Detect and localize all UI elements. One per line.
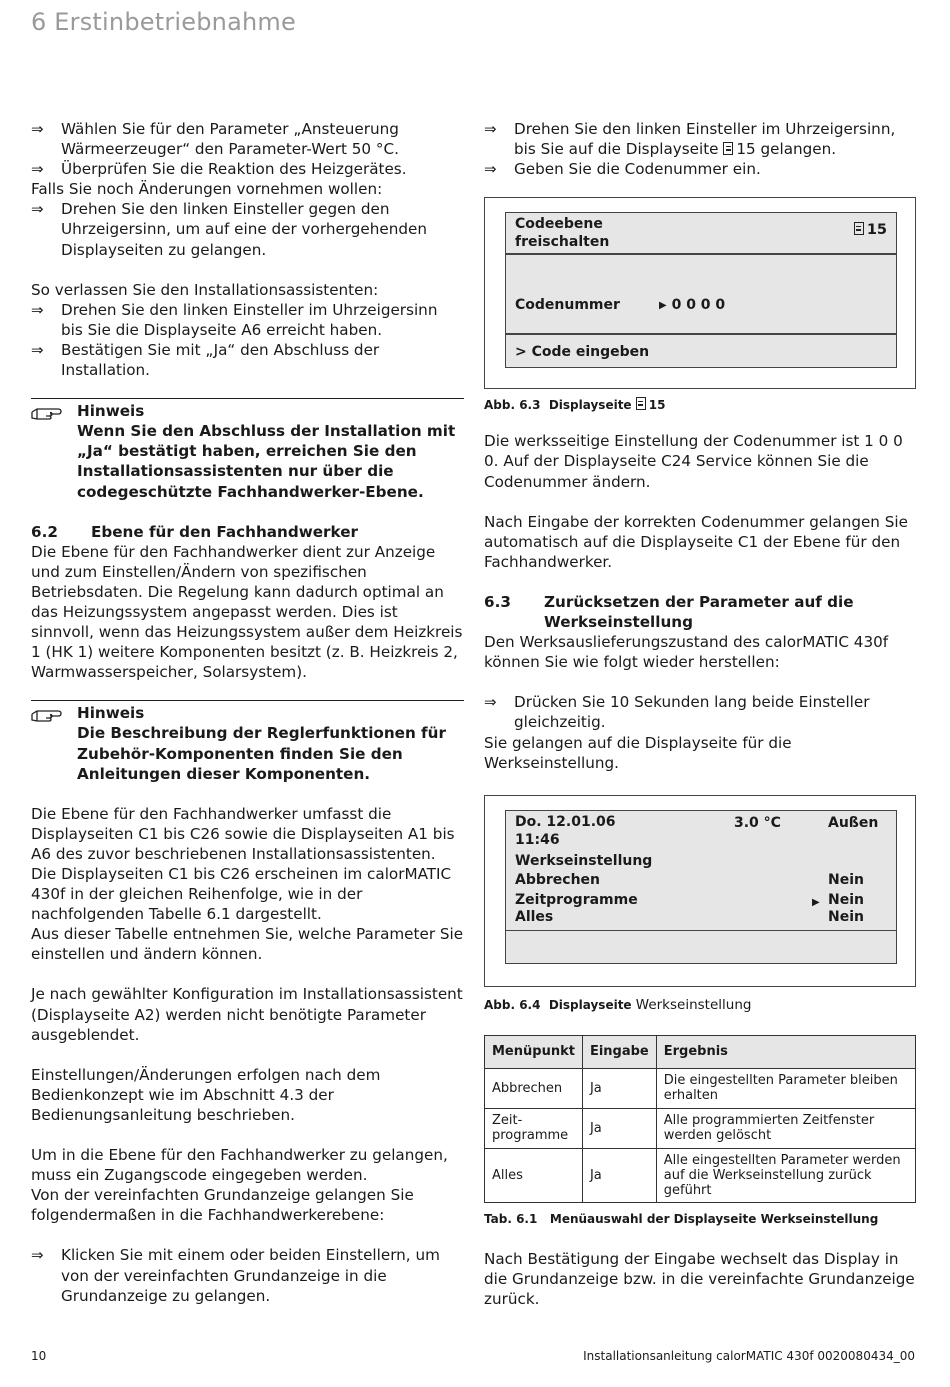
hint-title: Hinweis: [77, 704, 145, 723]
menu-label-zeitprogramme: Zeitprogramme: [515, 891, 638, 908]
arrow-icon: ⇒: [484, 160, 497, 179]
paragraph: Falls Sie noch Änderungen vornehmen wollen:: [31, 180, 383, 199]
table-cell: Alle eingestellten Parameter werden auf die Werkseinstellung zurück geführt: [656, 1148, 915, 1202]
paragraph: Aus dieser Tabelle entnehmen Sie, welche Parameter Sie einstellen und ändern können.: [31, 925, 464, 964]
display-divider: [506, 930, 896, 931]
menu-value-zeitprogramme: Nein: [828, 891, 864, 908]
display-code-area: [505, 254, 897, 334]
display-temperature: 3.0 °C: [734, 814, 781, 831]
display-figure-factory-reset: [484, 795, 916, 987]
display-location: Außen: [828, 814, 879, 831]
paragraph: Den Werksauslieferungszustand des calorMATIC 430f können Sie wie folgt wieder herstellen:: [484, 633, 889, 672]
table-row: [485, 1108, 916, 1148]
arrow-icon: ⇒: [31, 300, 44, 319]
hint-box: [31, 398, 464, 501]
display-page-icon: [854, 222, 864, 235]
menu-value-abbrechen: Nein: [828, 872, 864, 889]
paragraph: Nach Eingabe der korrekten Codenummer gelangen Sie automatisch auf die Displayseite C1 der Ebene für den Fachhandwerker.: [484, 512, 908, 571]
arrow-icon: ⇒: [31, 340, 44, 359]
instruction-step: ⇒ Klicken Sie mit einem oder beiden Einstellern, um von der vereinfachten Grundanzeige in die Grundanzeige zu gelangen.: [31, 1246, 440, 1305]
instruction-step: ⇒ Überprüfen Sie die Reaktion des Heizgerätes.: [31, 160, 407, 179]
pointing-hand-icon: [31, 403, 67, 423]
paragraph: Je nach gewählter Konfiguration im Installationsassistent (Displayseite A2) werden nicht benötigte Parameter ausgeblendet.: [31, 985, 463, 1044]
paragraph: Um in die Ebene für den Fachhandwerker zu gelangen, muss ein Zugangscode eingegeben werden.: [31, 1146, 448, 1185]
left-column: [31, 119, 464, 1306]
table-header-row: [485, 1035, 916, 1068]
display-time: 11:46: [515, 831, 560, 848]
hint-title: Hinweis: [77, 402, 145, 421]
display-figure-code: [484, 197, 916, 389]
menu-label-abbrechen: Abbrechen: [515, 872, 601, 889]
page-header: 6 Erstinbetriebnahme: [31, 8, 296, 36]
figure-caption: Abb. 6.4 Displayseite Werkseinstellung: [484, 996, 752, 1013]
display-factory-reset-screen: [505, 810, 897, 964]
hint-text: Wenn Sie den Abschluss der Installation mit „Ja“ bestätigt haben, erreichen Sie den Installationsassistenten nur über die codegeschützte Fachhandwerker-Ebene.: [77, 422, 456, 501]
instruction-step: ⇒ Geben Sie die Codenummer ein.: [484, 160, 761, 179]
paragraph: Sie gelangen auf die Displayseite für die Werkseinstellung.: [484, 733, 792, 772]
paragraph: So verlassen Sie den Installationsassistenten:: [31, 280, 379, 299]
display-date: Do. 12.01.06: [515, 813, 616, 830]
menu-table: [484, 1035, 916, 1203]
table-caption: Tab. 6.1 Menüauswahl der Displayseite Werkseinstellung: [484, 1211, 879, 1226]
instruction-step: ⇒ Drehen Sie den linken Einsteller im Uhrzeigersinn, bis Sie auf die Displayseite 15 gelangen.: [484, 120, 896, 159]
table-header: Ergebnis: [656, 1035, 915, 1068]
arrow-icon: ⇒: [31, 1246, 44, 1265]
code-value: 0 0 0 0: [671, 297, 726, 314]
arrow-icon: ⇒: [31, 120, 44, 138]
instruction-step: ⇒ Bestätigen Sie mit „Ja“ den Abschluss der Installation.: [31, 340, 380, 380]
code-action: > Code eingeben: [515, 344, 650, 361]
section-heading: 6.3 Zurücksetzen der Parameter auf die Werkseinstellung: [484, 592, 854, 632]
paragraph: Die Displayseiten C1 bis C26 erscheinen im calorMATIC 430f in der gleichen Reihenfolge, wie in der nachfolgenden Tabelle 6.1 dargestellt.: [31, 865, 452, 924]
instruction-step: ⇒ Drehen Sie den linken Einsteller gegen den Uhrzeigersinn, um auf eine der vorhergehenden Displayseiten zu gelangen.: [31, 200, 427, 259]
page-number: 10: [31, 1349, 47, 1363]
paragraph: Die Ebene für den Fachhandwerker dient zur Anzeige und zum Einstellen/Ändern von spezifischen Betriebsdaten. Die Regelung kann dadurch optimal an das Heizungssystem angepasst werden. Dies ist sinnvoll, wenn das Heizungssystem außer dem Heizkreis 1 (HK 1) weitere Komponenten besitzt (z. B. Heizkreis 2, Warmwasserspeicher, Solarsystem).: [31, 542, 463, 682]
paragraph: Von der vereinfachten Grundanzeige gelangen Sie folgendermaßen in die Fachhandwerkerebene:: [31, 1186, 414, 1225]
table-cell: Die eingestellten Parameter bleiben erhalten: [656, 1068, 915, 1108]
table-cell: Ja: [582, 1108, 656, 1148]
display-page-icon: [723, 142, 733, 155]
arrow-icon: ⇒: [31, 200, 44, 219]
table-row: [485, 1148, 916, 1202]
pointing-hand-icon: [31, 705, 67, 725]
display-title-bar: Codeebene freischalten 15: [505, 212, 897, 254]
table-cell: Alles: [485, 1148, 583, 1202]
code-value-row: [659, 295, 725, 316]
arrow-icon: ⇒: [31, 160, 44, 179]
table-header: Eingabe: [582, 1035, 656, 1068]
hint-box: [31, 700, 464, 783]
right-column: [484, 119, 916, 1309]
table-cell: Abbrechen: [485, 1068, 583, 1108]
table-header: Menüpunkt: [485, 1035, 583, 1068]
arrow-icon: ⇒: [484, 120, 497, 138]
document-title: Installationsanleitung calorMATIC 430f 0020080434_00: [583, 1349, 915, 1363]
menu-value-alles: Nein: [828, 909, 864, 926]
display-title: Werkseinstellung: [515, 852, 653, 869]
arrow-icon: ⇒: [484, 693, 497, 712]
cursor-triangle-icon: ▶: [812, 896, 820, 908]
menu-label-alles: Alles: [515, 909, 554, 926]
instruction-step: ⇒ Drehen Sie den linken Einsteller im Uhrzeigersinn bis Sie die Displayseite A6 erreicht haben.: [31, 300, 438, 339]
instruction-step: ⇒ Wählen Sie für den Parameter „Ansteuerung Wärmeerzeuger“ den Parameter-Wert 50 °C.: [31, 120, 399, 159]
section-heading: 6.2 Ebene für den Fachhandwerker: [31, 522, 359, 541]
display-action-bar: [505, 334, 897, 368]
paragraph: Nach Bestätigung der Eingabe wechselt das Display in die Grundanzeige bzw. in die vereinfachte Grundanzeige zurück.: [484, 1249, 915, 1309]
table-cell: Ja: [582, 1068, 656, 1108]
paragraph: Die werksseitige Einstellung der Codenummer ist 1 0 0 0. Auf der Displayseite C24 Service können Sie die Codenummer ändern.: [484, 432, 903, 491]
table-cell: Alle programmierten Zeitfenster werden gelöscht: [656, 1108, 915, 1148]
paragraph: Die Ebene für den Fachhandwerker umfasst die Displayseiten C1 bis C26 sowie die Displayseiten A1 bis A6 des zuvor beschriebenen Installationsassistenten.: [31, 804, 455, 863]
display-page-icon: [636, 397, 646, 410]
figure-caption: Abb. 6.3 Displayseite 15: [484, 398, 666, 413]
table-row: [485, 1068, 916, 1108]
cursor-triangle-icon: ▶: [659, 300, 667, 312]
table-cell: Zeit- programme: [485, 1108, 583, 1148]
paragraph: Einstellungen/Änderungen erfolgen nach dem Bedienkonzept wie im Abschnitt 4.3 der Bedienungsanleitung beschrieben.: [31, 1065, 381, 1124]
instruction-step: ⇒ Drücken Sie 10 Sekunden lang beide Einsteller gleichzeitig.: [484, 693, 870, 732]
code-label: Codenummer: [515, 297, 620, 314]
table-cell: Ja: [582, 1148, 656, 1202]
hint-text: Die Beschreibung der Reglerfunktionen für Zubehör-Komponenten finden Sie den Anleitungen dieser Komponenten.: [77, 724, 446, 783]
